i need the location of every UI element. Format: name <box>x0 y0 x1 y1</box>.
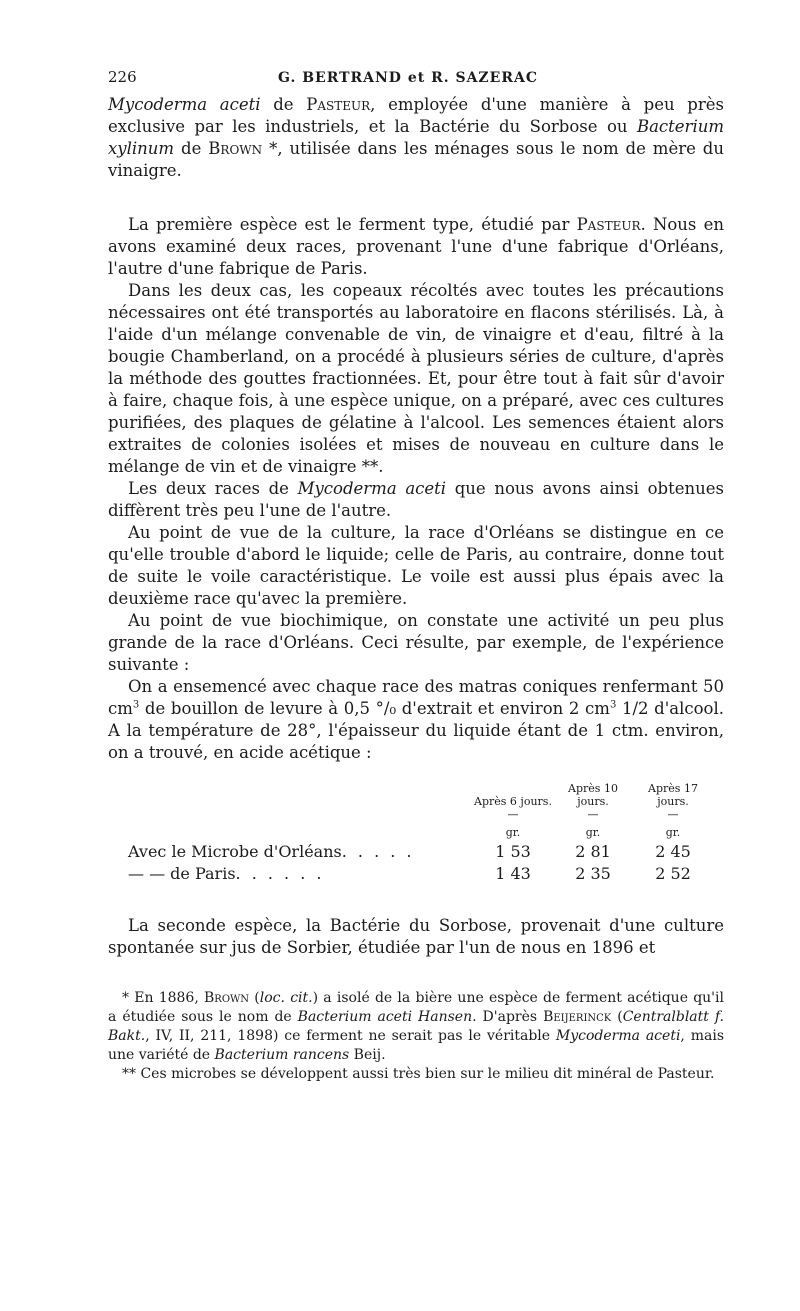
row-label: Avec le Microbe d'Orléans. . . . . <box>128 842 415 861</box>
paragraph: Au point de vue biochimique, on constate une activité un peu plus grande de la race d'Orléans. Ceci résulte, par exemple, de l'expérience suivante : <box>108 611 724 674</box>
unit-label: gr. <box>505 826 521 839</box>
text-run: 1/2 d'alcool. A la température de 28°, l'épaisseur du liquide étant de 1 ctm. environ, on a trouvé, en acide acétique : <box>108 699 724 762</box>
text-run: Dans les deux cas, les copeaux récoltés avec toutes les précautions nécessaires ont été transportés au laboratoire en flacons stérilisés. Là, à l'aide d'un mélange convenable de vin, de vinaigre et d'eau, filtré à la bougie Chamberland, on a procédé à plusieurs séries de culture, d'après la méthode des gouttes fractionnées. Et, pour être tout à fait sûr d'avoir à faire, chaque fois, à une espèce unique, on a préparé, avec ces cultures purifiées, des plaques de gélatine à l'alcool. Les semences étaient alors extraites de colonies isolées et mises de nouveau en culture dans le mélange de vin et de vinaigre <box>108 281 724 476</box>
section-gap <box>108 182 724 214</box>
species-name: Mycoderma aceti <box>297 479 447 498</box>
section-gap <box>108 883 724 915</box>
running-title: G. BERTRAND et R. SAZERAC <box>278 70 538 86</box>
unit-label: gr. <box>585 826 601 839</box>
text-run: de <box>260 95 307 114</box>
paragraph: Au point de vue de la culture, la race d'Orléans se distingue en ce qu'elle trouble d'abord le liquide; celle de Paris, au contraire, donne tout de suite le voile caractéristique. Le voile est aussi plus épais avec la deuxième race qu'avec la première. <box>108 523 724 608</box>
footnote: ** Ces microbes se développent aussi très bien sur le milieu dit minéral de Pasteur. <box>122 1066 715 1082</box>
table-cell: 1 53 <box>495 842 531 861</box>
table-row <box>128 839 713 861</box>
row-label: — — de Paris. . . . . . <box>128 864 325 883</box>
table-rule-row <box>128 808 713 821</box>
footnotes <box>108 989 724 1084</box>
author-name: Pasteur <box>576 215 641 234</box>
text-run: de bouillon de levure à 0,5 °/₀ d'extrait et environ 2 cm <box>139 699 610 718</box>
superscript: 3 <box>609 699 617 711</box>
table-header-row <box>128 778 713 808</box>
column-header: Après 17 jours. <box>648 782 698 808</box>
text-run: de <box>174 139 209 158</box>
paragraph-continuation <box>108 94 724 182</box>
table-cell: 1 43 <box>495 864 531 883</box>
book-page <box>108 68 724 1084</box>
text-run: Les deux races de <box>128 479 298 498</box>
footnote-ref: **. <box>356 457 384 476</box>
paragraph <box>108 214 724 280</box>
author-name: Brown <box>208 139 263 158</box>
paragraph <box>108 478 724 522</box>
text-run: . Nous en avons examiné deux races, provenant l'une d'une fabrique d'Orléans, l'autre d'une fabrique de Paris. <box>108 215 725 278</box>
species-name: Bacterium xylinum <box>108 117 724 158</box>
table-cell: 2 81 <box>575 842 611 861</box>
column-dash: — <box>667 808 679 821</box>
footnote: * En 1886, Brown (loc. cit.) a isolé de la bière une espèce de ferment acétique qu'il a étudiée sous le nom de Bacterium aceti Hansen. D'après Beijerinck (Centralblatt f. Bakt., IV, II, 211, 1898) ce ferment ne serait pas le véritable Mycoderma aceti, mais une variété de Bacterium rancens Beij. <box>108 990 725 1063</box>
text-run: On a ensemencé avec chaque race des matras coniques renfermant 50 cm <box>108 677 724 718</box>
column-header: Après 6 jours. <box>474 795 552 808</box>
author-name: Pasteur <box>306 95 371 114</box>
column-dash: — <box>507 808 519 821</box>
paragraph <box>108 676 724 764</box>
page-header <box>108 68 724 94</box>
table-cell: 2 35 <box>575 864 611 883</box>
text-run: La première espèce est le ferment type, étudié par <box>128 215 577 234</box>
table-cell: 2 52 <box>655 864 691 883</box>
column-dash: — <box>587 808 599 821</box>
table-unit-row <box>128 821 713 839</box>
results-table <box>128 778 713 883</box>
unit-label: gr. <box>665 826 681 839</box>
paragraph: La seconde espèce, la Bactérie du Sorbose, provenait d'une culture spontanée sur jus de Sorbier, étudiée par l'un de nous en 1896 et <box>108 916 724 957</box>
text-run: que nous avons ainsi obtenues diffèrent très peu l'une de l'autre. <box>108 479 724 520</box>
paragraph <box>108 280 724 478</box>
body-text <box>108 94 724 959</box>
species-name: Mycoderma aceti <box>108 95 261 114</box>
text-run: , employée d'une manière à peu près exclusive par les industriels, et la Bactérie du Sorbose ou <box>108 95 724 136</box>
table-cell: 2 45 <box>655 842 691 861</box>
superscript: 3 <box>132 699 140 711</box>
column-header: Après 10 jours. <box>568 782 618 808</box>
page-number: 226 <box>108 68 137 86</box>
text-run: *, utilisée dans les ménages sous le nom de mère du vinaigre. <box>108 139 724 180</box>
table-row <box>128 861 713 883</box>
